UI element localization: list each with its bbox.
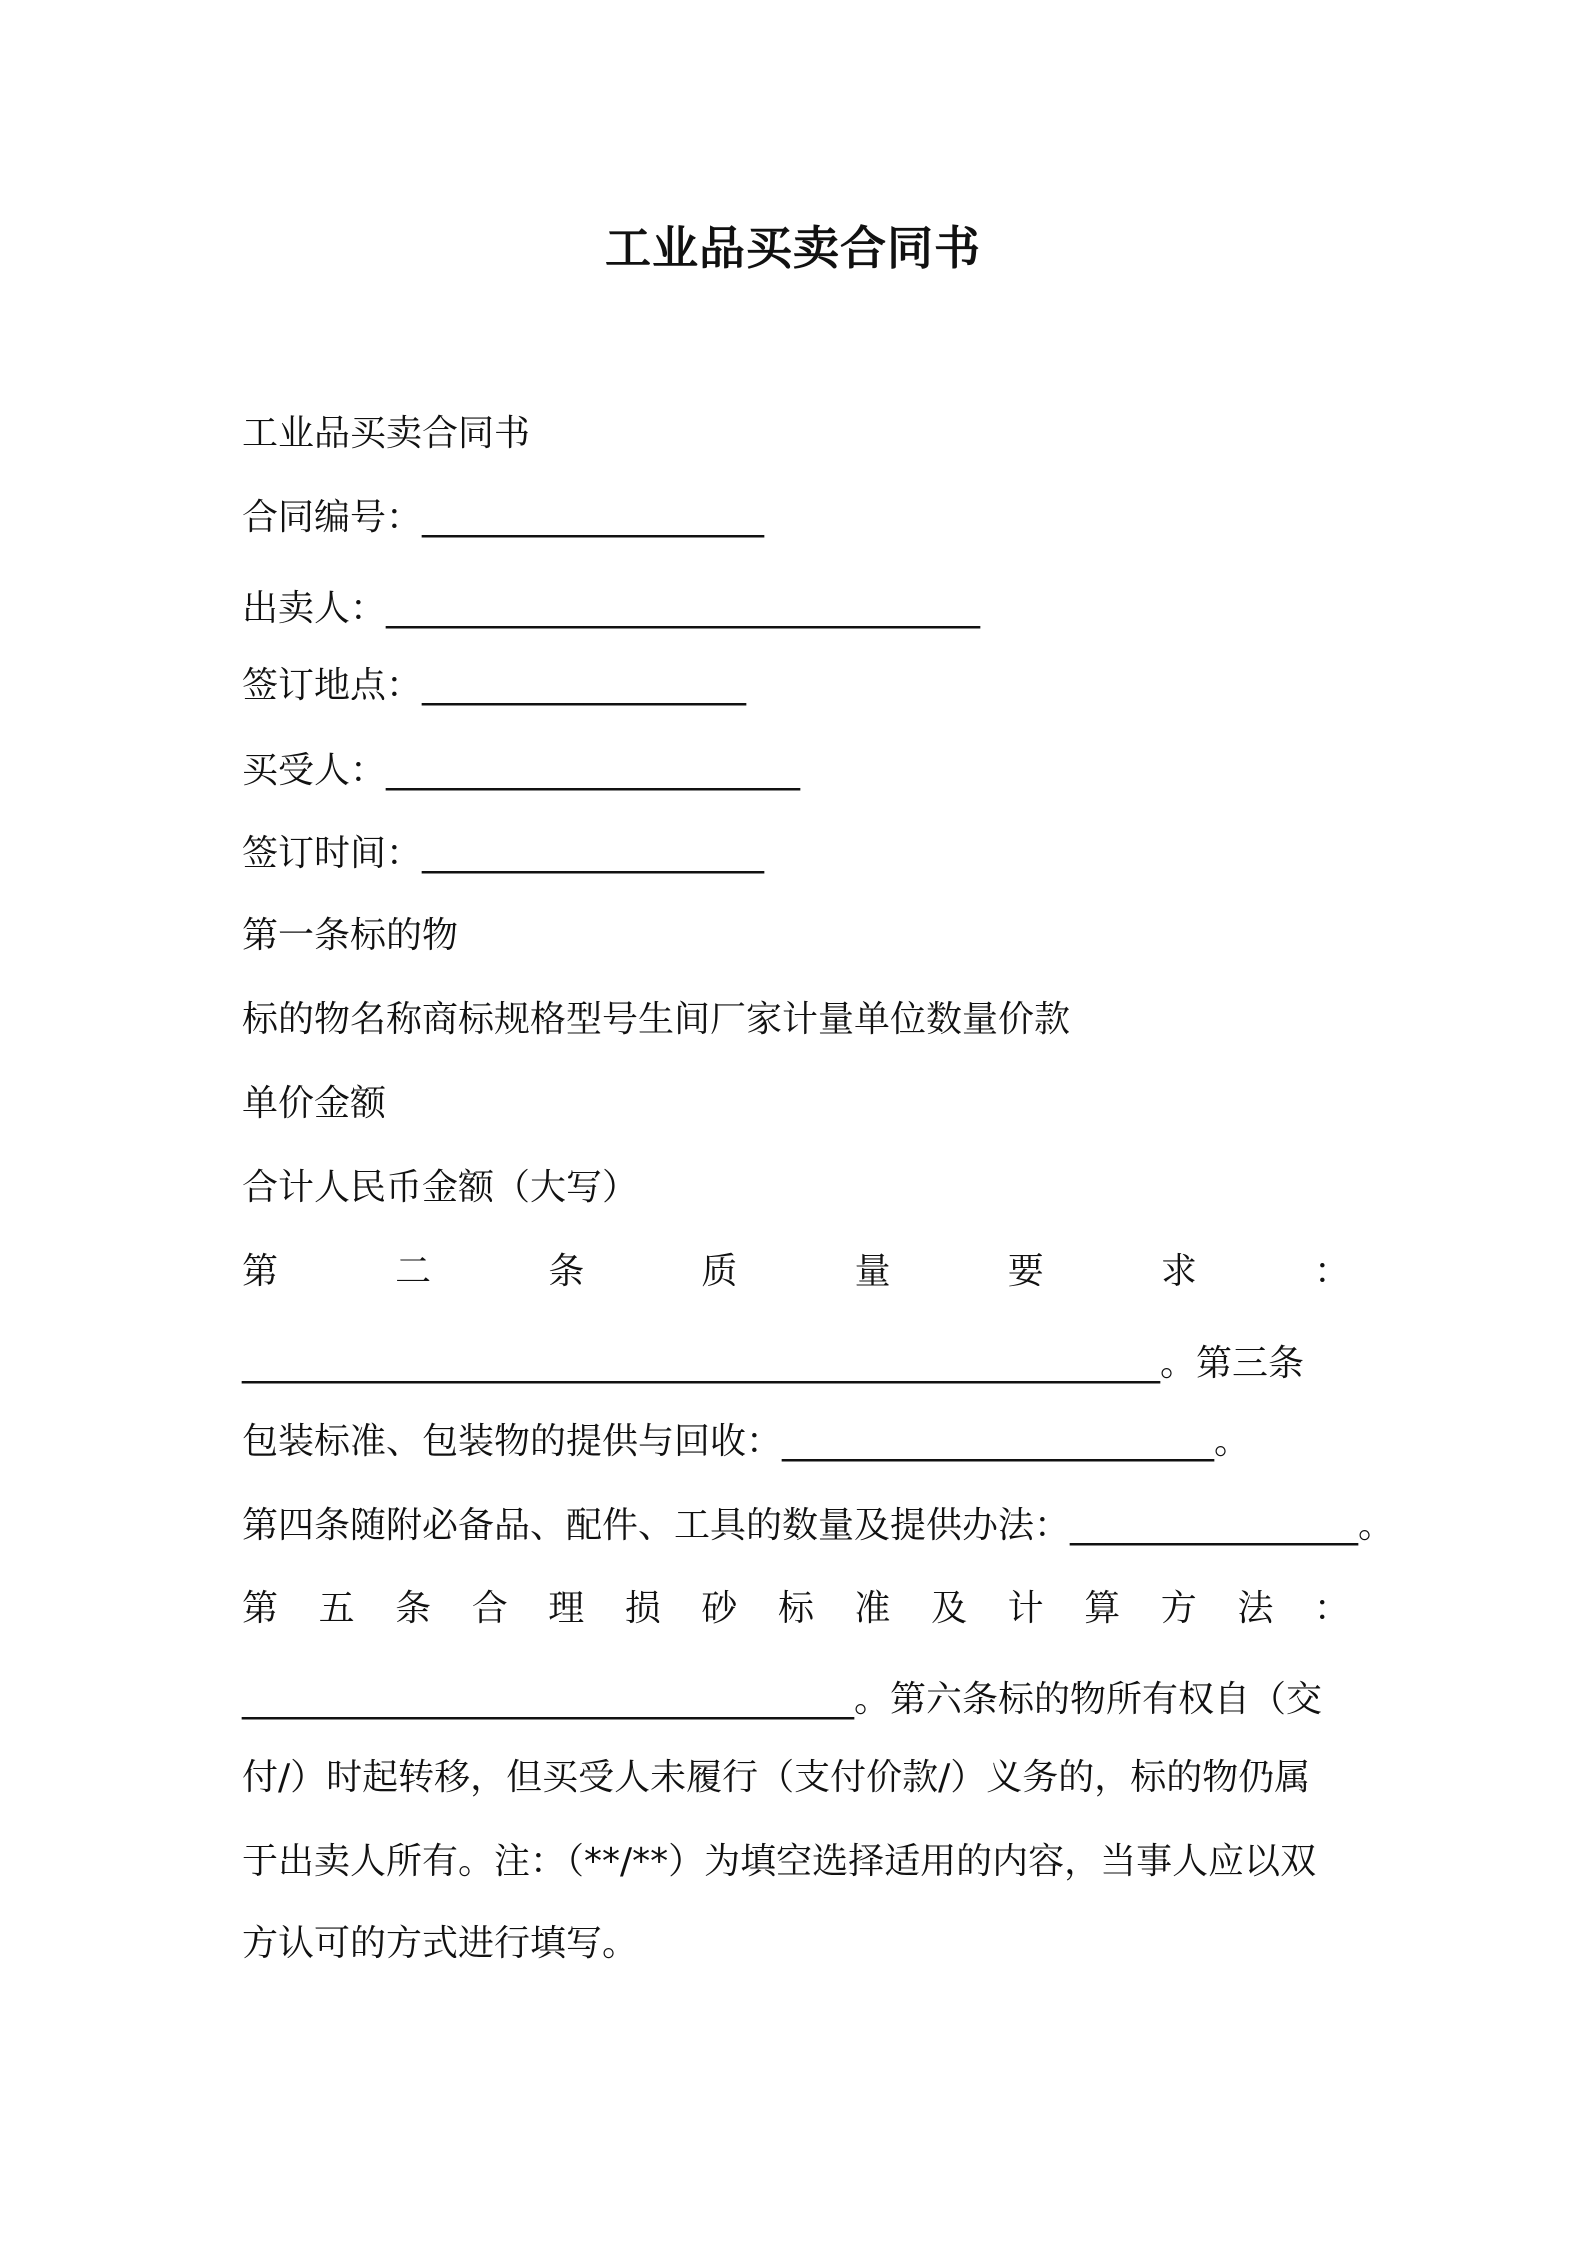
- heading-char: 及: [931, 1588, 968, 1629]
- heading-char: 要: [1007, 1251, 1044, 1292]
- fill-blank: _______________________: [386, 750, 801, 791]
- field-label: 签订地点：: [242, 665, 423, 706]
- document-title: 工业品买卖合同书: [605, 221, 981, 275]
- article-3-label: 包装标准、包装物的提供与回收：: [242, 1421, 783, 1462]
- heading-char: 计: [1007, 1588, 1044, 1629]
- article-4-label: 第四条随附必备品、配件、工具的数量及提供办法：: [242, 1505, 1071, 1546]
- sentence-end: 。: [1214, 1421, 1251, 1462]
- heading-char: 二: [395, 1251, 432, 1292]
- heading-char: 第: [242, 1251, 279, 1292]
- fill-blank: ________________________: [782, 1421, 1215, 1462]
- field-label: 合同编号：: [242, 497, 423, 538]
- signing-place-field: [242, 662, 1362, 710]
- article-5-heading: [242, 1585, 1350, 1633]
- heading-char: ：: [1313, 1588, 1350, 1629]
- fill-blank: _________________________________: [386, 588, 981, 629]
- fill-blank: ________________: [1070, 1505, 1359, 1546]
- contract-number-field: [242, 494, 1362, 542]
- heading-char: 准: [854, 1588, 891, 1629]
- article-4-text: [242, 1502, 1395, 1550]
- field-label: 签订时间：: [242, 833, 423, 874]
- signing-time-field: [242, 830, 1362, 878]
- heading-char: 理: [548, 1588, 585, 1629]
- article-5-blank-line: [242, 1676, 1362, 1724]
- article-6-line-1: 付/）时起转移，但买受人未履行（支付价款/）义务的，标的物仍属: [242, 1757, 1311, 1798]
- fill-blank: ___________________: [422, 497, 765, 538]
- article-1-columns-continued: 单价金额: [242, 1083, 387, 1124]
- heading-char: 法: [1237, 1588, 1274, 1629]
- article-3-text: [242, 1418, 1362, 1466]
- field-label: 买受人：: [242, 750, 387, 791]
- heading-char: 合: [471, 1588, 508, 1629]
- article-6-line-3: 方认可的方式进行填写。: [242, 1923, 639, 1964]
- sentence-end: 。: [1358, 1505, 1395, 1546]
- heading-char: 方: [1160, 1588, 1197, 1629]
- heading-char: 标: [777, 1588, 814, 1629]
- fill-blank: ___________________________________________________: [242, 1343, 1160, 1384]
- heading-char: 条: [548, 1251, 585, 1292]
- heading-char: 量: [854, 1251, 891, 1292]
- buyer-field: [242, 747, 1362, 795]
- fill-blank: __________________________________: [242, 1679, 854, 1720]
- heading-char: 算: [1084, 1588, 1121, 1629]
- article-2-heading: [242, 1248, 1350, 1296]
- article-1-heading: 第一条标的物: [242, 915, 459, 956]
- article-6-line-2: 于出卖人所有。注：（**/**）为填空选择适用的内容，当事人应以双: [242, 1841, 1317, 1882]
- fill-blank: __________________: [422, 665, 747, 706]
- heading-char: 第: [242, 1588, 279, 1629]
- heading-char: 质: [701, 1251, 738, 1292]
- fill-blank: ___________________: [422, 833, 765, 874]
- seller-field: [242, 585, 1362, 633]
- field-label: 出卖人：: [242, 588, 387, 629]
- document-subtitle: 工业品买卖合同书: [242, 413, 531, 454]
- heading-char: ：: [1313, 1251, 1350, 1292]
- heading-char: 损: [624, 1588, 661, 1629]
- heading-char: 条: [395, 1588, 432, 1629]
- article-1-total: 合计人民币金额（大写）: [242, 1167, 639, 1208]
- article-6-heading: 。第六条标的物所有权自（交: [854, 1679, 1323, 1720]
- heading-char: 求: [1160, 1251, 1197, 1292]
- article-3-heading: 。第三条: [1160, 1343, 1305, 1384]
- article-2-blank-line: [242, 1340, 1362, 1388]
- heading-char: 五: [318, 1588, 355, 1629]
- heading-char: 砂: [701, 1588, 738, 1629]
- article-1-columns: 标的物名称商标规格型号生间厂家计量单位数量价款: [242, 999, 1071, 1040]
